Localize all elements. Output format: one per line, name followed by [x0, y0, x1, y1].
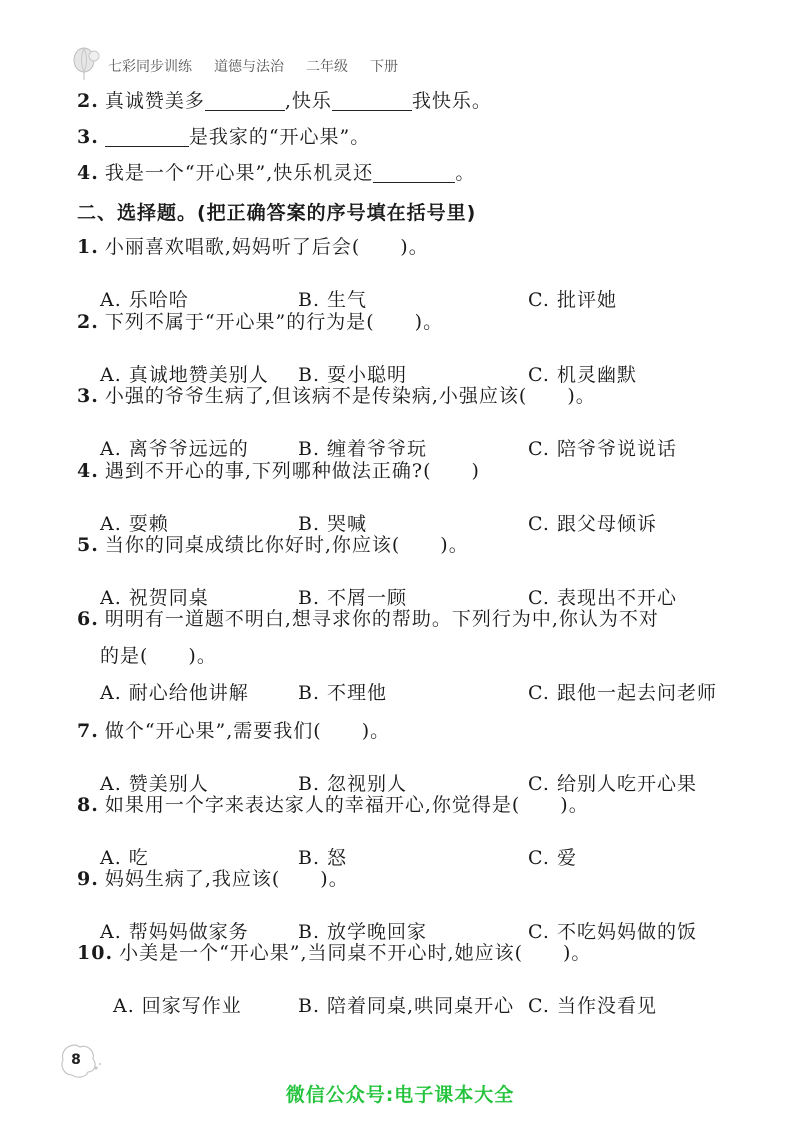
- question-number: 2.: [77, 90, 99, 112]
- option-c: C. 表现出不开心: [528, 587, 677, 609]
- question-stem: [77, 530, 469, 560]
- footer-watermark: 微信公众号:电子课本大全: [285, 1084, 515, 1106]
- option-b: B. 忽视别人: [298, 773, 408, 795]
- option-a: A. 帮妈妈做家务: [100, 921, 249, 943]
- question-text: 做个“开心果”,需要我们( )。: [104, 720, 391, 742]
- question-text: 小强的爷爷生病了,但该病不是传染病,小强应该( )。: [104, 385, 596, 407]
- option-b: B. 哭喊: [298, 513, 368, 535]
- fill-question-3: [77, 122, 370, 152]
- question-number: 5.: [77, 534, 99, 556]
- option-a: A. 吃: [100, 847, 149, 869]
- option-c: C. 跟他一起去问老师: [528, 682, 717, 704]
- option-a: A. 真诚地赞美别人: [100, 364, 269, 386]
- option-a: A. 祝贺同桌: [100, 587, 209, 609]
- question-number: 9.: [77, 868, 99, 890]
- option-b: B. 不理他: [298, 682, 388, 704]
- option-a: A. 耍赖: [100, 513, 169, 535]
- header-subject: 道德与法治: [214, 59, 284, 75]
- option-b: B. 陪着同桌,哄同桌开心: [298, 995, 515, 1017]
- header-grade: 二年级: [306, 59, 348, 75]
- header-series: 七彩同步训练: [108, 59, 192, 75]
- question-text: 如果用一个字来表达家人的幸福开心,你觉得是( )。: [104, 794, 589, 816]
- answer-blank[interactable]: [205, 88, 285, 111]
- answer-blank[interactable]: [105, 124, 189, 147]
- answer-blank[interactable]: [373, 160, 455, 183]
- option-b: B. 不屑一顾: [298, 587, 408, 609]
- balloon-logo-icon: [70, 46, 102, 82]
- option-b: B. 放学晚回家: [298, 921, 428, 943]
- question-text: 妈妈生病了,我应该( )。: [104, 868, 349, 890]
- question-stem: [77, 456, 480, 486]
- header-volume: 下册: [370, 59, 398, 75]
- question-stem: [77, 938, 591, 968]
- page-number: 8: [71, 1052, 81, 1068]
- question-stem: [77, 604, 659, 634]
- question-text: 。: [455, 162, 476, 184]
- question-text: 当你的同桌成绩比你好时,你应该( )。: [104, 534, 469, 556]
- option-c: C. 不吃妈妈做的饭: [528, 921, 697, 943]
- question-number: 3.: [77, 385, 99, 407]
- fill-question-4: [77, 158, 475, 188]
- question-stem: [77, 790, 589, 820]
- question-number: 4.: [77, 460, 99, 482]
- question-number: 2.: [77, 311, 99, 333]
- page-header: [70, 46, 398, 82]
- question-number: 3.: [77, 126, 99, 148]
- question-text: 下列不属于“开心果”的行为是( )。: [104, 311, 444, 333]
- question-stem: [77, 232, 429, 262]
- question-text: 小丽喜欢唱歌,妈妈听了后会( )。: [104, 236, 429, 258]
- option-c: C. 当作没看见: [528, 995, 657, 1017]
- option-c: C. 跟父母倾诉: [528, 513, 657, 535]
- question-stem: [77, 864, 349, 894]
- question-stem: [77, 307, 443, 337]
- question-text: ,快乐: [284, 90, 332, 112]
- question-text: 我是一个“开心果”,快乐机灵还: [104, 162, 374, 184]
- option-a: A. 回家写作业: [113, 995, 242, 1017]
- question-number: 6.: [77, 608, 99, 630]
- option-c: C. 机灵幽默: [528, 364, 637, 386]
- question-number: 7.: [77, 720, 99, 742]
- option-c: C. 陪爷爷说说话: [528, 438, 677, 460]
- question-text: 是我家的“开心果”。: [188, 126, 371, 148]
- option-b: B. 缠着爷爷玩: [298, 438, 428, 460]
- question-stem: [77, 381, 596, 411]
- question-number: 10.: [77, 942, 114, 964]
- option-b: B. 耍小聪明: [298, 364, 408, 386]
- option-b: B. 生气: [298, 289, 368, 311]
- question-text: 真诚赞美多: [104, 90, 205, 112]
- question-number: 8.: [77, 794, 99, 816]
- question-text: 小美是一个“开心果”,当同桌不开心时,她应该( )。: [119, 942, 592, 964]
- answer-blank[interactable]: [332, 88, 412, 111]
- option-a: A. 乐哈哈: [100, 289, 189, 311]
- question-text: 我快乐。: [411, 90, 492, 112]
- option-b: B. 怒: [298, 847, 348, 869]
- fill-question-2: [77, 86, 492, 116]
- question-number: 4.: [77, 162, 99, 184]
- question-text-continued: 的是( )。: [100, 645, 217, 667]
- option-a: A. 耐心给他讲解: [100, 682, 249, 704]
- option-a: A. 离爷爷远远的: [100, 438, 249, 460]
- question-text: 遇到不开心的事,下列哪种做法正确?( ): [104, 460, 480, 482]
- question-text: 明明有一道题不明白,想寻求你的帮助。下列行为中,你认为不对: [104, 608, 659, 630]
- question-number: 1.: [77, 236, 99, 258]
- option-c: C. 批评她: [528, 289, 617, 311]
- question-stem: [77, 716, 390, 746]
- page-number-badge: [58, 1042, 98, 1082]
- option-c: C. 给别人吃开心果: [528, 773, 697, 795]
- option-a: A. 赞美别人: [100, 773, 209, 795]
- section-title: 二、选择题。(把正确答案的序号填在括号里): [77, 202, 477, 224]
- option-c: C. 爱: [528, 847, 577, 869]
